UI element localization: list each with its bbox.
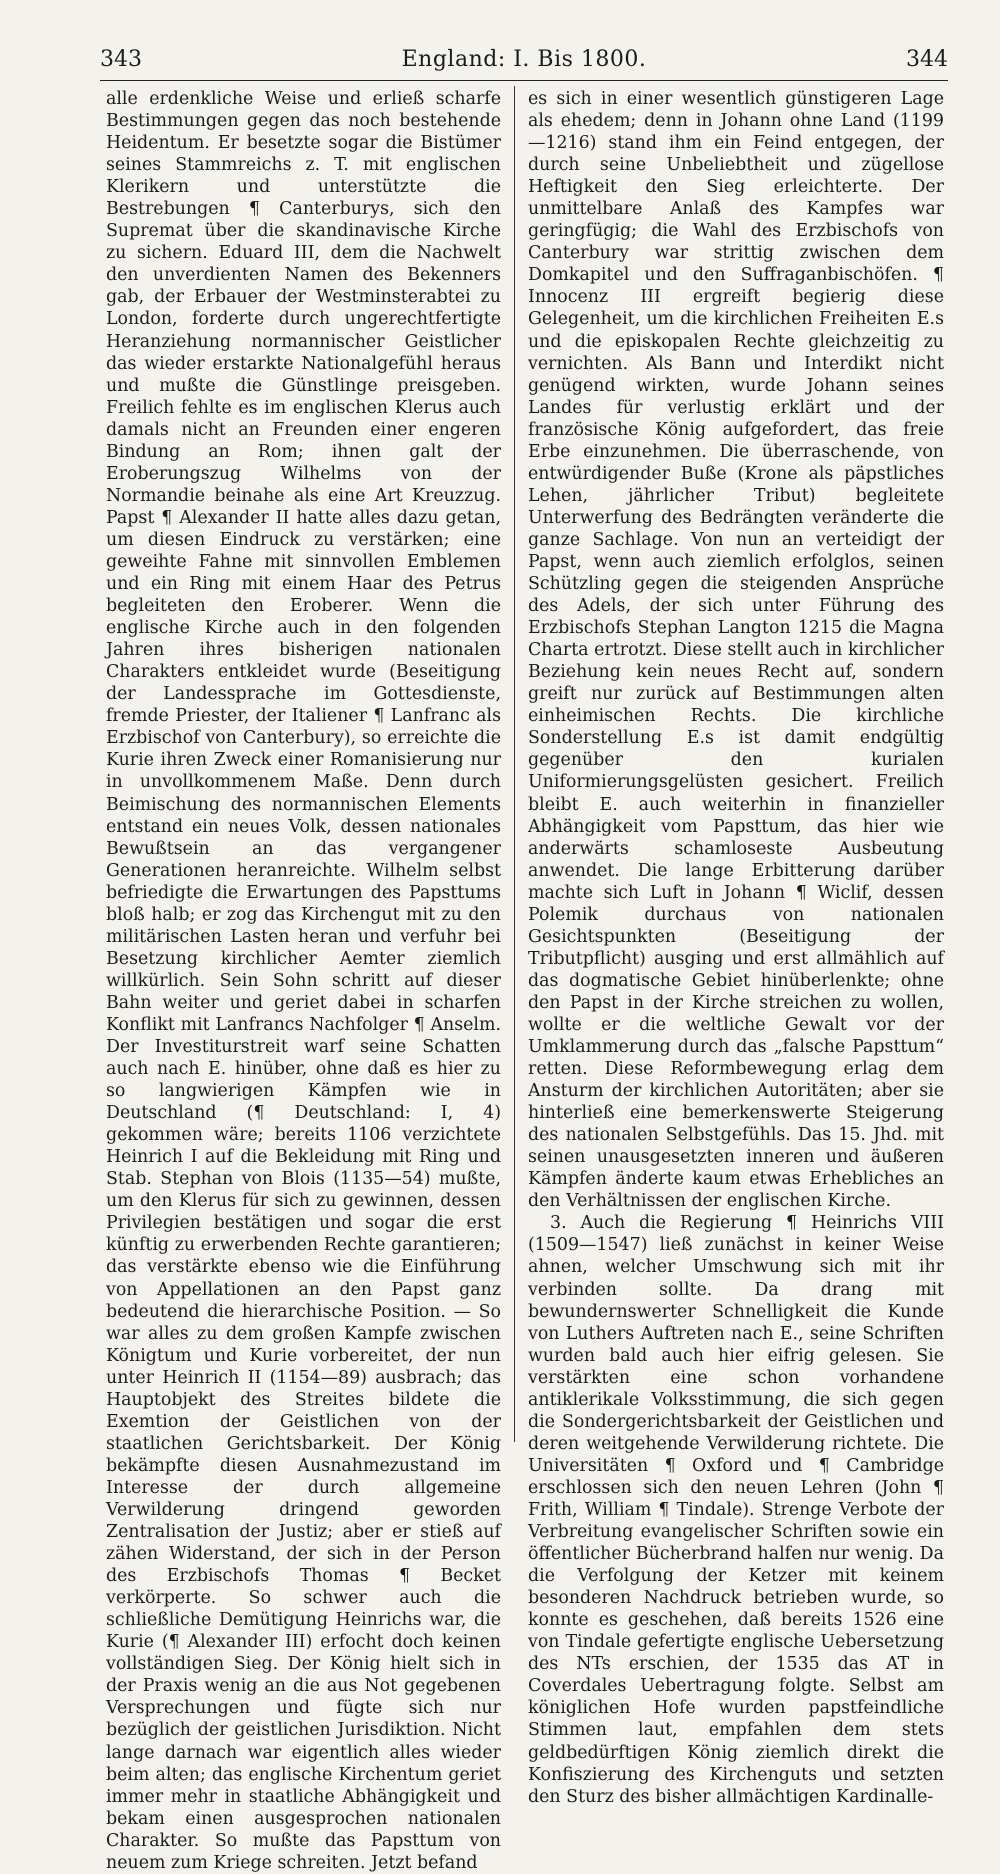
page-header bbox=[100, 44, 948, 74]
page-number-right: 344 bbox=[905, 46, 948, 72]
left-column bbox=[106, 88, 501, 1874]
right-column bbox=[528, 88, 944, 1808]
left-column-text: alle erdenkliche Weise und erließ scharfe Bestimmungen gegen das noch bestehende Heidentum. Er besetzte sogar die Bistümer seines Stammreichs z. T. mit englischen Klerikern und unterstützte die Bestrebungen ¶ Canterburys, sich den Supremat über die skandinavische Kirche zu sichern. Eduard III, dem die Nachwelt den unverdienten Namen des Bekenners gab, der Erbauer der Westminsterabtei zu London, forderte durch ungerechtfertigte Heranziehung normannischer Geistlicher das wieder erstarkte Nationalgefühl heraus und mußte die Günstlinge preisgeben. Freilich fehlte es im englischen Klerus auch damals nicht an Freunden einer engeren Bindung an Rom; ihnen galt der Eroberungszug Wilhelms von der Normandie beinahe als eine Art Kreuzzug. Papst ¶ Alexander II hatte alles dazu getan, um diesen Eindruck zu verstärken; eine geweihte Fahne mit sinnvollen Emblemen und ein Ring mit einem Haar des Petrus begleiteten den Eroberer. Wenn die englische Kirche auch in den folgenden Jahren ihres bisherigen nationalen Charakters entkleidet wurde (Beseitigung der Landessprache im Gottesdienste, fremde Priester, der Italiener ¶ Lanfranc als Erzbischof von Canterbury), so erreichte die Kurie ihren Zweck einer Romanisierung nur in unvollkommenem Maße. Denn durch Beimischung des normannischen Elements entstand ein neues Volk, dessen nationales Bewußtsein an das vergangener Generationen heranreichte. Wilhelm selbst befriedigte die Erwartungen des Papsttums bloß halb; er zog das Kirchengut mit zu den militärischen Lasten heran und verfuhr bei Besetzung kirchlicher Aemter ziemlich willkürlich. Sein Sohn schritt auf dieser Bahn weiter und geriet dabei in scharfen Konflikt mit Lanfrancs Nachfolger ¶ Anselm. Der Investiturstreit warf seine Schatten auch nach E. hinüber, ohne daß es hier zu so langwierigen Kämpfen wie in Deutschland (¶ Deutschland: I, 4) gekommen wäre; bereits 1106 verzichtete Heinrich I auf die Bekleidung mit Ring und Stab. Stephan von Blois (1135—54) mußte, um den Klerus für sich zu gewinnen, dessen Privilegien bestätigen und sogar die erst künftig zu erwerbenden Rechte garantieren; das verstärkte ebenso wie die Einführung von Appellationen an den Papst ganz bedeutend die hierarchische Position. — So war alles zu dem großen Kampfe zwischen Königtum und Kurie vorbereitet, der nun unter Heinrich II (1154—89) ausbrach; das Hauptobjekt des Streites bildete die Exemtion der Geistlichen von der staatlichen Gerichtsbarkeit. Der König bekämpfte diesen Ausnahmezustand im Interesse der durch allgemeine Verwilderung dringend geworden Zentralisation der Justiz; aber er stieß auf zähen Widerstand, der sich in der Person des Erzbischofs Thomas ¶ Becket verkörperte. So schwer auch die schließliche Demütigung Heinrichs war, die Kurie (¶ Alexander III) erfocht doch keinen vollständigen Sieg. Der König hielt sich in der Praxis wenig an die aus Not gegebenen Versprechungen und fügte sich nur bezüglich der geistlichen Jurisdiktion. Nicht lange darnach war eigentlich alles wieder beim alten; das englische Kirchentum geriet immer mehr in staatliche Abhängigkeit und bekam einen ausgesprochen nationalen Charakter. So mußte das Papsttum von neuem zum Kriege schreiten. Jetzt befand bbox=[106, 89, 501, 1873]
header-rule bbox=[100, 80, 948, 81]
page-number-left: 343 bbox=[100, 46, 142, 72]
right-column-paragraph-1: es sich in einer wesentlich günstigeren Lage als ehedem; denn in Johann ohne Land (1199—1216) stand ihm ein Feind entgegen, der durch seine Unbeliebtheit und zügellose Heftigkeit den Sieg erleichterte. Der unmittelbare Anlaß des Kampfes war geringfügig; die Wahl des Erzbischofs von Canterbury war strittig zwischen dem Domkapitel und den Suffraganbischöfen. ¶ Innocenz III ergreift begierig diese Gelegenheit, um die kirchlichen Freiheiten E.s und die episkopalen Rechte gleichzeitig zu vernichten. Als Bann und Interdikt nicht genügend wirkten, wurde Johann seines Landes für verlustig erklärt und der französische König aufgefordert, das freie Erbe einzunehmen. Die überraschende, von entwürdigender Buße (Krone als päpstliches Lehen, jährlicher Tribut) begleitete Unterwerfung des Bedrängten veränderte die ganze Sachlage. Von nun an verteidigt der Papst, wenn auch ziemlich erfolglos, seinen Schützling gegen die steigenden Ansprüche des Adels, der sich unter Führung des Erzbischofs Stephan Langton 1215 die Magna Charta ertrotzt. Diese stellt auch in kirchlicher Beziehung kein neues Recht auf, sondern greift nur zurück auf Bestimmungen alten einheimischen Rechts. Die kirchliche Sonderstellung E.s ist damit endgültig gegenüber den kurialen Uniformierungsgelüsten gesichert. Freilich bleibt E. auch weiterhin in finanzieller Abhängigkeit vom Papsttum, das hier wie anderwärts schamloseste Ausbeutung anwendet. Die lange Erbitterung darüber machte sich Luft in Johann ¶ Wiclif, dessen Polemik durchaus von nationalen Gesichtspunkten (Beseitigung der Tributpflicht) ausging und erst allmählich auf das dogmatische Gebiet hinüberlenkte; ohne den Papst in der Kirche streichen zu wollen, wollte er die weltliche Gewalt vor der Umklammerung durch das „falsche Papsttum“ retten. Diese Reformbewegung erlag dem Ansturm der kirchlichen Autoritäten; aber sie hinterließ eine bemerkenswerte Steigerung des nationalen Selbstgefühls. Das 15. Jhd. mit seinen unausgesetzten inneren und äußeren Kämpfen änderte kaum etwas Erhebliches an den Verhältnissen der englischen Kirche. bbox=[528, 89, 944, 1212]
right-column-paragraph-2: 3. Auch die Regierung ¶ Heinrichs VIII (1509—1547) ließ zunächst in keiner Weise ahnen, welcher Umschwung sich mit ihr verbinden sollte. Da drang mit bewundernswerter Schnelligkeit die Kunde von Luthers Auftreten nach E., seine Schriften wurden bald auch hier eifrig gelesen. Sie verstärkten eine schon vorhandene antiklerikale Volksstimmung, die sich gegen die Sondergerichtsbarkeit der Geistlichen und deren weitgehende Verwilderung richtete. Die Universitäten ¶ Oxford und ¶ Cambridge erschlossen sich den neuen Lehren (John ¶ Frith, William ¶ Tindale). Strenge Verbote der Verbreitung evangelischer Schriften sowie ein öffentlicher Bücherbrand halfen nur wenig. Da die Verfolgung der Ketzer mit keinem besonderen Nachdruck betrieben wurde, so konnte es geschehen, daß bereits 1526 eine von Tindale gefertigte englische Uebersetzung des NTs erschien, der 1535 das AT in Coverdales Uebertragung folgte. Selbst am königlichen Hofe wurden papstfeindliche Stimmen laut, empfahlen dem stets geldbedürftigen König ziemlich direkt die Konfiszierung des Kirchenguts und setzten den Sturz des bisher allmächtigen Kardinalle- bbox=[528, 1213, 944, 1807]
running-title: England: I. Bis 1800. bbox=[401, 46, 647, 72]
column-divider bbox=[514, 86, 515, 1442]
